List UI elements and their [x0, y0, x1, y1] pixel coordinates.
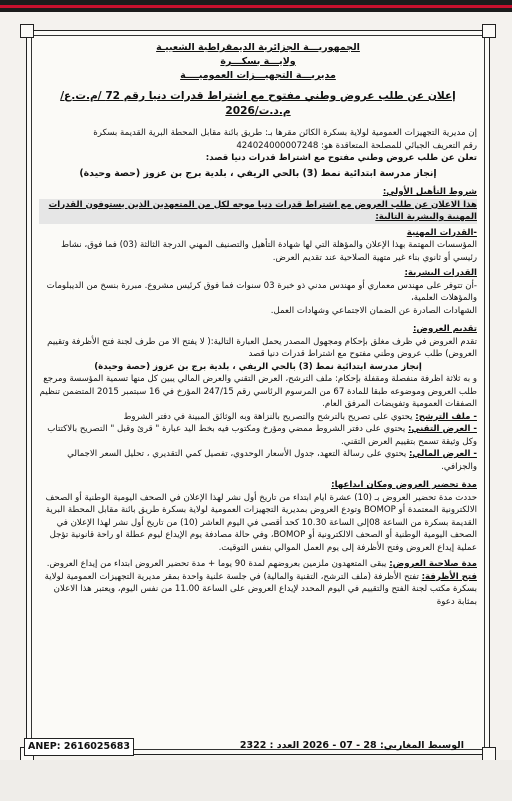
qualification-highlight: هذا الاعلان عن طلب العروض مع اشتراط قدرات دنيا موجه لكل من المتعهدين الذين يستوفون القدرات المهنية والبشرية التالية: — [39, 199, 477, 224]
publication-info: الوسيط المغاربي: 28 - 07 - 2026 العدد : 2322 — [239, 740, 464, 751]
intro-line-1: إن مديرية التجهيزات العمومية لولاية بسكرة الكائن مقرها بـ: طريق بائنة مقابل المحطة البرية القديمة بسكرة — [93, 128, 477, 138]
wilaya-heading: ولايـــة بسكـــرة — [220, 56, 296, 67]
republic-heading: الجمهوريـــة الجزائرية الديمقراطية الشعبيـة — [156, 42, 360, 53]
technical-label: - العرض التقني: — [408, 424, 477, 434]
candidacy-file — [39, 411, 477, 424]
financial-offer — [39, 448, 477, 473]
intro-line-2: رقم التعريف الجبائي للمصلحة المتعاقدة هو: 424024000007248 — [236, 140, 477, 151]
deadline-heading: مدة تحضير العروض ومكان ايداعها: — [331, 480, 477, 490]
financial-text: يحتوي على رسالة التعهد، جدول الأسعار الوحدوي، تفصيل كمي التقديري ، تحليل السعر الاجمالي والجزافي. — [67, 449, 477, 472]
submission-project: إنجاز مدرسة ابتدائية نمط (3) بالحي الريفي ، بلدية برج بن عزوز (حصة وحيدة) — [94, 361, 422, 372]
professional-text: المؤسسات المهتمة بهذا الإعلان والمؤهلة التي لها شهادة التأهيل والتصنيف المهني الدرجة الثالثة (03) فما فوق، نشاط رئيسي أو ثانوي بناء غير متهية الصلاحية عند تقديم العرض. — [61, 240, 477, 263]
opening-label: فتح الأظرفة: — [421, 571, 477, 582]
human-heading: القدرات البشرية: — [404, 268, 477, 278]
qualification-heading: شروط التأهيل الأولي: — [382, 187, 477, 197]
page-top-bar — [0, 0, 512, 12]
validity-paragraph — [39, 558, 477, 571]
opening-paragraph — [39, 571, 477, 609]
submission-text-1: تقدم العروض في ظرف مغلق بإحكام ومجهول المصدر يحمل العبارة التالية:( لا يفتح الا من طرف لجنة فتح الأظرفة وتقييم العروض) طلب عروض وطني مفتوح مع اشتراط قدرات دنيا قصد — [47, 336, 477, 359]
deadline-text: حددت مدة تحضير العروض بـ (10) عشرة ايام ابتداء من تاريخ أول نشر لهذا الإعلان في الصحف اليومية الوطنية أو الصحف الالكترونية المعتمدة أو BOMOP وتودع العروض بمديرية التجهيزات العمومية لولاية بسكرة طريق بائنة مقابل المحطة البرية القديمة بسكرة من الساعة 08إلى الساعة 10.30 كحد أقصى في اليوم العاشر (10) من تاريخ أول نشر لهذا الإعلان في الصحف اليومية الوطنية أو الصحف الالكترونية أو BOMOP، وفي حالة مصادفة يوم الإيداع ليوم عطلة او راحة قانونية تؤجل عملية إيداع العروض وفتح الأظرفة إلى يوم العمل الموالي بنفس التوقيت. — [45, 492, 477, 553]
human-text-1: -أن تتوفر على مهندس معماري أو مهندس مدني ذو خبرة 03 سنوات فما فوق كرئيس مشروع. مبررة بنسخ من الديبلومات والمؤهلات العلمية، — [46, 280, 477, 303]
financial-label: - العرض المالي: — [409, 449, 477, 459]
human-text-2: الشهادات الصادرة عن الضمان الاجتماعي وشهادات العمل. — [270, 305, 477, 316]
validity-label: مدة صلاحية العروض: — [389, 559, 477, 569]
directorate-heading: مديريـــة التجهيـــزات العموميــــة — [180, 70, 336, 81]
project-name: إنجاز مدرسة ابتدائية نمط (3) بالحي الريفي ، بلدية برج بن عزوز (حصة وحيدة) — [79, 167, 437, 179]
notice-title: إعلان عن طلب عروض وطني مفتوح مع اشتراط قدرات دنيا رقم 72 /م.ت.ع/م.د.ت/2026 — [60, 90, 456, 117]
notice-content — [39, 41, 477, 741]
notice-frame — [26, 30, 490, 755]
intro-line-3: تعلن عن طلب عروض وطني مفتوح مع اشتراط قدرات دنيا قصد: — [205, 153, 477, 163]
professional-heading: -القدرات المهنية — [406, 227, 477, 238]
submission-heading: تقديم العروض: — [412, 324, 477, 334]
page-margin — [0, 760, 512, 801]
opening-text: تفتح الأظرفة (ملف الترشح، التقنية والمالية) في جلسة علنية واحدة بمقر مديرية التجهيزات العمومية لولاية بسكرة مكتب لجنة الفتح والتقييم في اليوم المحدد لإيداع العروض على الساعة 11.00 من نفس اليوم، ويعتبر هذا الاعلان بمثابة دعوة — [44, 571, 477, 607]
candidacy-label: - ملف الترشح: — [415, 411, 477, 422]
candidacy-text: يحتوي على تصريح بالترشح والتصريح بالنزاهة وبه الوثائق المبينة في دفتر الشروط — [123, 411, 413, 422]
anep-reference: ANEP: 2616025683 — [24, 738, 134, 756]
technical-offer — [39, 423, 477, 448]
validity-text: يبقى المتعهدون ملزمين بعروضهم لمدة 90 يوما + مدة تحضير العروض ابتداء من إيداع العروض. — [46, 559, 387, 569]
publication-footer — [26, 738, 488, 754]
submission-text-2: و به ثلاثة اظرفة منفصلة ومقفلة بإحكام: ملف الترشح، العرض التقني والعرض المالي يبين كل منها تسمية المؤسسة ومرجع طلب العروض وموضوعه طبقا للمادة 67 من المرسوم الرئاسي رقم 247/15 المؤرخ في 16 سبتمبر 2015 المتضمن تنظيم الصفقات العمومية وتفويضات المرفق العام. — [39, 374, 477, 409]
technical-text: يحتوي على دفتر الشروط ممضي ومؤرخ ومكتوب فيه بخط اليد عبارة " قرئ وقبل " التصريح بالاكتتاب وكل وثيقة تسمح بتقييم العرض التقني. — [47, 424, 477, 447]
